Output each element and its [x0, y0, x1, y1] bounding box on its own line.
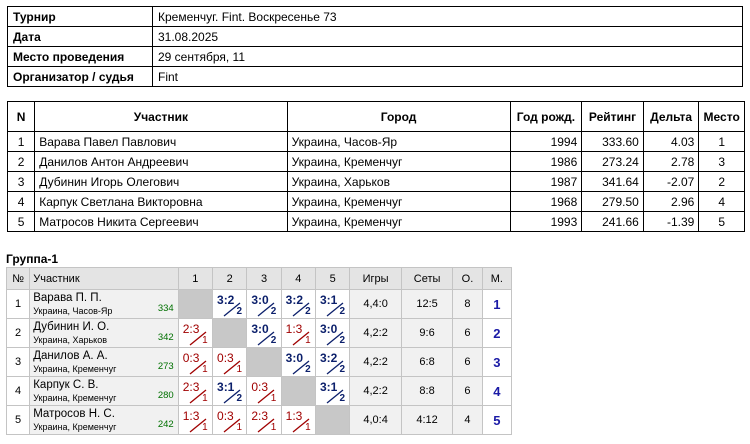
match-sets-score: 2:3 [182, 322, 200, 336]
group-player-cell [30, 290, 178, 319]
group-player-cell [30, 348, 178, 377]
info-row [8, 7, 743, 27]
participant-birth-year: 1994 [510, 132, 582, 152]
group-place: 1 [482, 290, 511, 319]
match-sets-score: 0:3 [251, 380, 269, 394]
participant-rating: 241.66 [582, 212, 644, 232]
info-label: Турнир [8, 7, 153, 27]
group-player-rating: 342 [157, 332, 174, 343]
match-score [213, 377, 246, 405]
match-score-cell [247, 319, 281, 348]
group-player-number: 5 [7, 406, 30, 435]
participant-number: 5 [8, 212, 35, 232]
participant-place: 2 [699, 172, 745, 192]
match-score-cell [281, 348, 315, 377]
group-points: 6 [453, 319, 482, 348]
match-score-cell [178, 348, 212, 377]
group-col-1: 1 [178, 268, 212, 290]
participant-number: 2 [8, 152, 35, 172]
match-points: 1 [236, 364, 243, 375]
match-score-cell [316, 348, 350, 377]
tournament-info-table [7, 6, 743, 87]
group-place: 2 [482, 319, 511, 348]
match-score [213, 290, 246, 318]
match-score [247, 406, 280, 434]
match-points: 2 [339, 364, 345, 375]
group-player-name: Карпук С. В. [33, 379, 99, 391]
participant-row [8, 172, 745, 192]
match-score-cell [281, 319, 315, 348]
group-col-player: Участник [30, 268, 178, 290]
match-points: 1 [236, 422, 243, 433]
match-sets-score: 3:2 [320, 351, 338, 365]
group-table [6, 267, 512, 435]
match-sets-score: 3:0 [320, 322, 338, 336]
group-player-city: Украина, Кременчуг [33, 364, 117, 374]
group-col-5: 5 [316, 268, 350, 290]
match-score [179, 319, 212, 347]
match-points: 2 [236, 306, 243, 317]
match-points: 1 [305, 422, 311, 433]
participant-birth-year: 1968 [510, 192, 582, 212]
participant-delta: 4.03 [643, 132, 699, 152]
group-player-city: Украина, Кременчуг [33, 422, 117, 432]
participant-birth-year: 1986 [510, 152, 582, 172]
match-points: 2 [236, 393, 243, 404]
group-games: 4,4:0 [350, 290, 402, 319]
group-player-cell [30, 406, 178, 435]
participants-table [7, 101, 745, 232]
participant-rating: 279.50 [582, 192, 644, 212]
self-match-cell [213, 319, 247, 348]
match-sets-score: 1:3 [285, 322, 303, 336]
match-score-cell [178, 406, 212, 435]
participant-row [8, 212, 745, 232]
match-sets-score: 3:0 [285, 351, 304, 365]
group-player-name: Дубинин И. О. [33, 321, 110, 333]
group-row [7, 348, 512, 377]
participant-rating: 341.64 [582, 172, 644, 192]
group-player-cell [30, 377, 178, 406]
group-player-rating: 273 [157, 361, 174, 372]
match-score-cell [213, 290, 247, 319]
match-score-cell [281, 290, 315, 319]
match-score-cell [247, 290, 281, 319]
group-sets: 12:5 [401, 290, 453, 319]
group-games: 4,2:2 [350, 319, 402, 348]
group-player-number: 1 [7, 290, 30, 319]
participant-row [8, 192, 745, 212]
match-score [316, 377, 349, 405]
participant-number: 1 [8, 132, 35, 152]
participant-rating: 333.60 [582, 132, 644, 152]
info-value: 31.08.2025 [153, 27, 743, 47]
info-row [8, 67, 743, 87]
group-place: 5 [482, 406, 511, 435]
match-points: 2 [270, 306, 277, 317]
info-value: Fint [153, 67, 743, 87]
group-player-name: Варава П. П. [33, 292, 102, 304]
match-sets-score: 3:0 [251, 293, 269, 307]
match-sets-score: 1:3 [285, 409, 303, 423]
info-label: Организатор / судья [8, 67, 153, 87]
match-sets-score: 3:1 [320, 293, 338, 307]
participant-rating: 273.24 [582, 152, 644, 172]
group-col-points: О. [453, 268, 482, 290]
group-title: Группа-1 [6, 252, 59, 266]
info-row [8, 27, 743, 47]
group-points: 4 [453, 406, 482, 435]
match-score-cell [316, 377, 350, 406]
group-games: 4,0:4 [350, 406, 402, 435]
participant-city: Украина, Часов-Яр [287, 132, 510, 152]
participant-city: Украина, Кременчуг [287, 152, 510, 172]
participant-delta: -1.39 [643, 212, 699, 232]
match-score [282, 290, 315, 318]
participant-number: 3 [8, 172, 35, 192]
info-value: Кременчуг. Fint. Воскресенье 73 [153, 7, 743, 27]
participant-city: Украина, Кременчуг [287, 192, 510, 212]
group-col-3: 3 [247, 268, 281, 290]
col-header-place: Место [699, 102, 745, 132]
match-score [316, 319, 349, 347]
match-score [247, 377, 280, 405]
match-score-cell [213, 406, 247, 435]
match-sets-score: 3:2 [217, 293, 235, 307]
group-col-sets: Сеты [401, 268, 453, 290]
group-points: 6 [453, 377, 482, 406]
col-header-participant: Участник [35, 102, 287, 132]
group-player-number: 2 [7, 319, 30, 348]
match-score [179, 406, 212, 434]
group-player-cell [30, 319, 178, 348]
match-sets-score: 1:3 [182, 409, 200, 423]
match-points: 1 [202, 393, 208, 404]
participant-delta: 2.78 [643, 152, 699, 172]
match-score-cell [281, 406, 315, 435]
group-points: 8 [453, 290, 482, 319]
match-sets-score: 0:3 [217, 351, 234, 365]
self-match-cell [247, 348, 281, 377]
group-place: 3 [482, 348, 511, 377]
match-score [316, 290, 349, 318]
match-points: 2 [270, 335, 277, 346]
match-score [247, 319, 280, 347]
participants-header-row [8, 102, 745, 132]
match-sets-score: 3:2 [285, 293, 304, 307]
group-games: 4,2:2 [350, 377, 402, 406]
group-row [7, 377, 512, 406]
self-match-cell [178, 290, 212, 319]
group-row [7, 290, 512, 319]
col-header-birth-year: Год рожд. [510, 102, 582, 132]
match-score [179, 377, 212, 405]
self-match-cell [316, 406, 350, 435]
match-sets-score: 2:3 [182, 380, 200, 394]
group-player-city: Украина, Кременчуг [33, 393, 117, 403]
match-score-cell [316, 290, 350, 319]
group-place: 4 [482, 377, 511, 406]
match-score [213, 348, 246, 376]
participant-city: Украина, Кременчуг [287, 212, 510, 232]
group-row [7, 406, 512, 435]
group-player-city: Украина, Харьков [33, 335, 108, 345]
group-player-name: Матросов Н. С. [33, 408, 115, 420]
participant-place: 5 [699, 212, 745, 232]
match-points: 1 [305, 335, 311, 346]
match-score-cell [316, 319, 350, 348]
match-sets-score: 3:1 [320, 380, 338, 394]
self-match-cell [281, 377, 315, 406]
group-row [7, 319, 512, 348]
col-header-delta: Дельта [643, 102, 699, 132]
match-points: 1 [270, 422, 277, 433]
match-points: 2 [305, 364, 311, 375]
participant-name: Варава Павел Павлович [35, 132, 287, 152]
match-score [282, 406, 315, 434]
group-col-games: Игры [350, 268, 402, 290]
participant-row [8, 152, 745, 172]
match-sets-score: 3:0 [251, 322, 269, 336]
match-sets-score: 0:3 [217, 409, 234, 423]
match-points: 1 [270, 393, 277, 404]
info-label: Место проведения [8, 47, 153, 67]
match-score [282, 319, 315, 347]
group-sets: 9:6 [401, 319, 453, 348]
match-score-cell [213, 348, 247, 377]
info-value: 29 сентября, 11 [153, 47, 743, 67]
match-score [316, 348, 349, 376]
group-player-rating: 242 [157, 419, 174, 430]
match-points: 1 [202, 422, 208, 433]
group-col-place: М. [482, 268, 511, 290]
match-points: 2 [339, 335, 345, 346]
participant-place: 4 [699, 192, 745, 212]
group-sets: 4:12 [401, 406, 453, 435]
participant-birth-year: 1993 [510, 212, 582, 232]
match-sets-score: 2:3 [251, 409, 269, 423]
match-sets-score: 0:3 [182, 351, 200, 365]
match-points: 2 [339, 306, 345, 317]
match-score-cell [178, 319, 212, 348]
match-score-cell [247, 377, 281, 406]
match-score [213, 406, 246, 434]
match-score-cell [178, 377, 212, 406]
col-header-city: Город [287, 102, 510, 132]
group-games: 4,2:2 [350, 348, 402, 377]
participant-name: Дубинин Игорь Олегович [35, 172, 287, 192]
match-score-cell [247, 406, 281, 435]
info-label: Дата [8, 27, 153, 47]
participant-number: 4 [8, 192, 35, 212]
participant-name: Данилов Антон Андреевич [35, 152, 287, 172]
match-points: 1 [202, 335, 208, 346]
group-player-number: 4 [7, 377, 30, 406]
participant-place: 3 [699, 152, 745, 172]
participant-delta: 2.96 [643, 192, 699, 212]
participant-name: Матросов Никита Сергеевич [35, 212, 287, 232]
group-player-city: Украина, Часов-Яр [33, 306, 113, 316]
group-col-num: № [7, 268, 30, 290]
participant-place: 1 [699, 132, 745, 152]
match-points: 2 [305, 306, 311, 317]
group-sets: 6:8 [401, 348, 453, 377]
match-score [282, 348, 315, 376]
group-sets: 8:8 [401, 377, 453, 406]
match-sets-score: 3:1 [217, 380, 235, 394]
match-score-cell [213, 377, 247, 406]
match-points: 1 [202, 364, 208, 375]
participant-city: Украина, Харьков [287, 172, 510, 192]
participant-delta: -2.07 [643, 172, 699, 192]
group-player-number: 3 [7, 348, 30, 377]
group-player-rating: 334 [157, 303, 174, 314]
match-score [247, 290, 280, 318]
col-header-rating: Рейтинг [582, 102, 644, 132]
group-col-4: 4 [281, 268, 315, 290]
match-score [179, 348, 212, 376]
participant-row [8, 132, 745, 152]
group-col-2: 2 [213, 268, 247, 290]
group-player-rating: 280 [157, 390, 174, 401]
participant-birth-year: 1987 [510, 172, 582, 192]
participant-name: Карпук Светлана Викторовна [35, 192, 287, 212]
group-player-name: Данилов А. А. [33, 350, 108, 362]
group-points: 6 [453, 348, 482, 377]
col-header-n: N [8, 102, 35, 132]
info-row [8, 47, 743, 67]
group-header-row [7, 268, 512, 290]
match-points: 2 [339, 393, 345, 404]
